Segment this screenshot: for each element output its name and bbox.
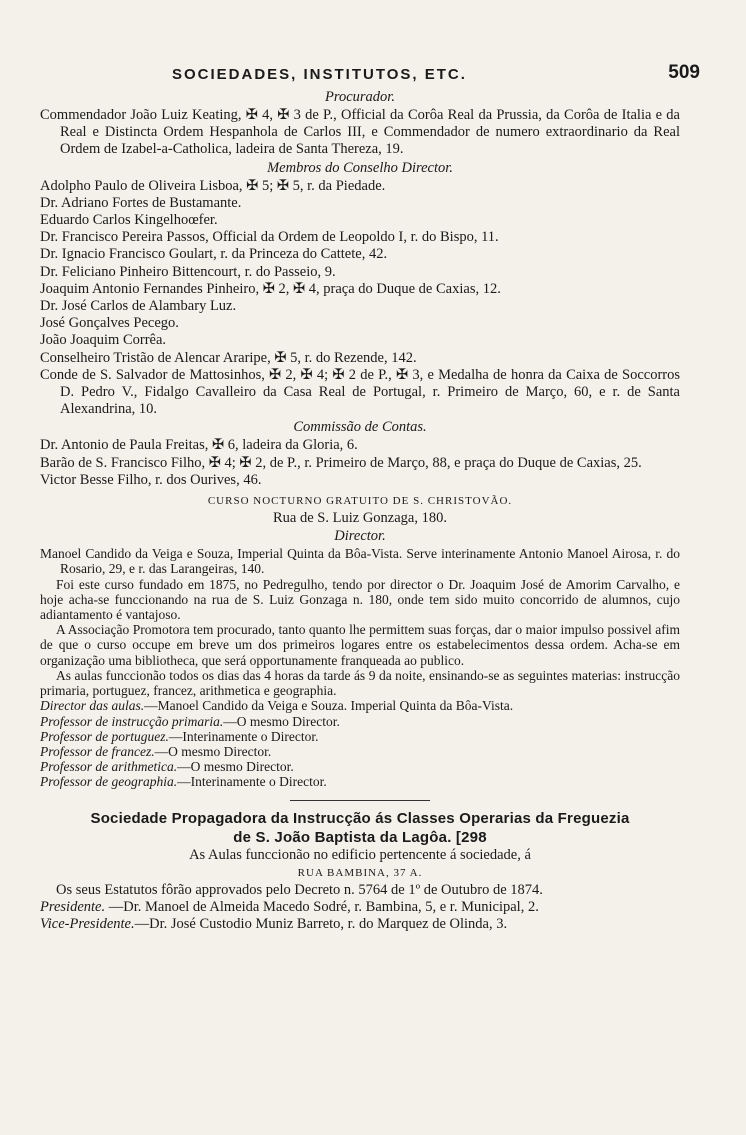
curso-address: Rua de S. Luiz Gonzaga, 180. [273, 510, 447, 527]
sociedade-title-line1: Sociedade Propagadora da Instrucção ás Classes Operarias da Freguezia [90, 809, 630, 827]
conselho-member: Adolpho Paulo de Oliveira Lisboa, ✠ 5; ✠ 5, r. da Piedade. [40, 177, 386, 194]
staff-line [40, 744, 680, 759]
conselho-member: Dr. Feliciano Pinheiro Bittencourt, r. do Passeio, 9. [40, 263, 336, 280]
curso-title: CURSO NOCTURNO GRATUITO DE S. CHRISTOVÃO. [207, 495, 513, 508]
sociedade-estatutos: Os seus Estatutos fôrão approvados pelo Decreto n. 5764 de 1º de Outubro de 1874. [56, 881, 543, 898]
officer-text: —Dr. José Custodio Muniz Barreto, r. do Marquez de Olinda, 3. [134, 916, 508, 933]
conselho-member: Conselheiro Tristão de Alencar Araripe, ✠ 5, r. do Rezende, 142. [40, 349, 417, 366]
staff-text: —O mesmo Director. [223, 713, 340, 729]
conselho-member: Dr. Adriano Fortes de Bustamante. [40, 194, 242, 211]
conselho-member: Conde de S. Salvador de Mattosinhos, ✠ 2, ✠ 4; ✠ 2 de P., ✠ 3, e Medalha de honra da Caixa de Soccorros D. Pedro V., Fidalgo Cavalleiro da Casa Real de Portugal, r. Primeiro de Março, 60, e r. de Santa Alexandrina, 10. [40, 366, 680, 418]
staff-text: —O mesmo Director. [177, 759, 294, 775]
conselho-member: João Joaquim Corrêa. [40, 332, 167, 349]
officer-line [40, 899, 680, 916]
officer-role: Vice-Presidente. [40, 916, 135, 933]
officer-role: Presidente. [40, 898, 106, 915]
conselho-member: Dr. Ignacio Francisco Goulart, r. da Princeza do Cattete, 42. [40, 246, 388, 263]
conselho-member: José Gonçalves Pecego. [40, 315, 179, 332]
staff-role: Director das aulas. [40, 698, 145, 714]
officer-text: —Dr. Manoel de Almeida Macedo Sodré, r. Bambina, 5, e r. Municipal, 2. [105, 898, 539, 915]
conselho-member: Joaquim Antonio Fernandes Pinheiro, ✠ 2, ✠ 4, praça do Duque de Caxias, 12. [40, 280, 501, 297]
contas-member: Barão de S. Francisco Filho, ✠ 4; ✠ 2, de P., r. Primeiro de Março, 88, e praça do Duque de Caxias, 25. [40, 454, 642, 471]
running-head [40, 62, 700, 88]
book-page [40, 62, 700, 933]
conselho-member: Dr. José Carlos de Alambary Luz. [40, 298, 237, 315]
conselho-heading: Membros do Conselho Director. [267, 159, 453, 176]
staff-line [40, 729, 680, 744]
staff-line [40, 759, 680, 774]
staff-line [40, 698, 680, 713]
running-head-title: SOCIEDADES, INSTITUTOS, ETC. [172, 66, 467, 83]
staff-text: —O mesmo Director. [154, 743, 272, 759]
contas-heading: Commissão de Contas. [293, 419, 427, 436]
page-number: 509 [668, 62, 700, 83]
staff-role: Professor de geographia. [40, 774, 178, 790]
section-divider [290, 800, 430, 801]
staff-text: —Manoel Candido da Veiga e Souza. Imperial Quinta da Bôa-Vista. [144, 698, 514, 714]
procurador-heading: Procurador. [325, 89, 395, 105]
staff-line [40, 714, 680, 729]
contas-member: Dr. Antonio de Paula Freitas, ✠ 6, ladeira da Gloria, 6. [40, 437, 358, 454]
conselho-member: Eduardo Carlos Kingelhoœfer. [40, 212, 218, 229]
curso-paragraph: A Associação Promotora tem procurado, tanto quanto lhe permittem suas forças, dar o maior impulso possivel afim de que o curso occupe em breve um dos primeiros logares entre os estabelecimentos dessa ordem. Acha-se em organização uma bibliotheca, que será opportunamente franqueada ao publico. [40, 622, 680, 668]
staff-text: —Interinamente o Director. [177, 774, 327, 790]
officer-line [40, 916, 680, 933]
staff-text: —Interinamente o Director. [168, 728, 319, 744]
curso-paragraph: Foi este curso fundado em 1875, no Pedregulho, tendo por director o Dr. Joaquim José de Amorim Carvalho, e hoje acha-se funccionando na rua de S. Luiz Gonzaga n. 180, onde tem sido muito concorrido de alumnos, cujo adiantamento é vantajoso. [40, 576, 680, 623]
procurador-entry: Commendador João Luiz Keating, ✠ 4, ✠ 3 de P., Official da Corôa Real da Prussia, da Corôa de Italia e da Real e Distincta Ordem Hespanhola de Carlos III, e Commendador de numero extraordinario da Real Ordem de Izabel-a-Catholica, ladeira de Santa Thereza, 19. [40, 107, 680, 158]
staff-role: Professor de instrucção primaria. [40, 713, 224, 729]
staff-line [40, 774, 680, 789]
staff-role: Professor de arithmetica. [40, 759, 178, 775]
curso-director-entry: Manoel Candido da Veiga e Souza, Imperial Quinta da Bôa-Vista. Serve interinamente Antonio Manoel Airosa, r. do Rosario, 29, e r. das Larangeiras, 140. [40, 546, 680, 577]
sociedade-aulas: As Aulas funccionão no edificio pertencente á sociedade, á [189, 846, 531, 863]
staff-role: Professor de francez. [40, 743, 155, 759]
curso-director-heading: Director. [334, 528, 386, 545]
contas-member: Victor Besse Filho, r. dos Ourives, 46. [40, 471, 262, 488]
sociedade-street: RUA BAMBINA, 37 A. [297, 866, 423, 879]
curso-paragraph: As aulas funccionão todos os dias das 4 horas da tarde ás 9 da noite, ensinando-se as seguintes materias: instrucção primaria, portuguez, francez, arithmetica e geographia. [40, 667, 680, 699]
sociedade-title-line2: de S. João Baptista da Lagôa. [298 [233, 828, 487, 846]
conselho-member: Dr. Francisco Pereira Passos, Official da Ordem de Leopoldo I, r. do Bispo, 11. [40, 229, 499, 246]
staff-role: Professor de portuguez. [40, 728, 169, 744]
